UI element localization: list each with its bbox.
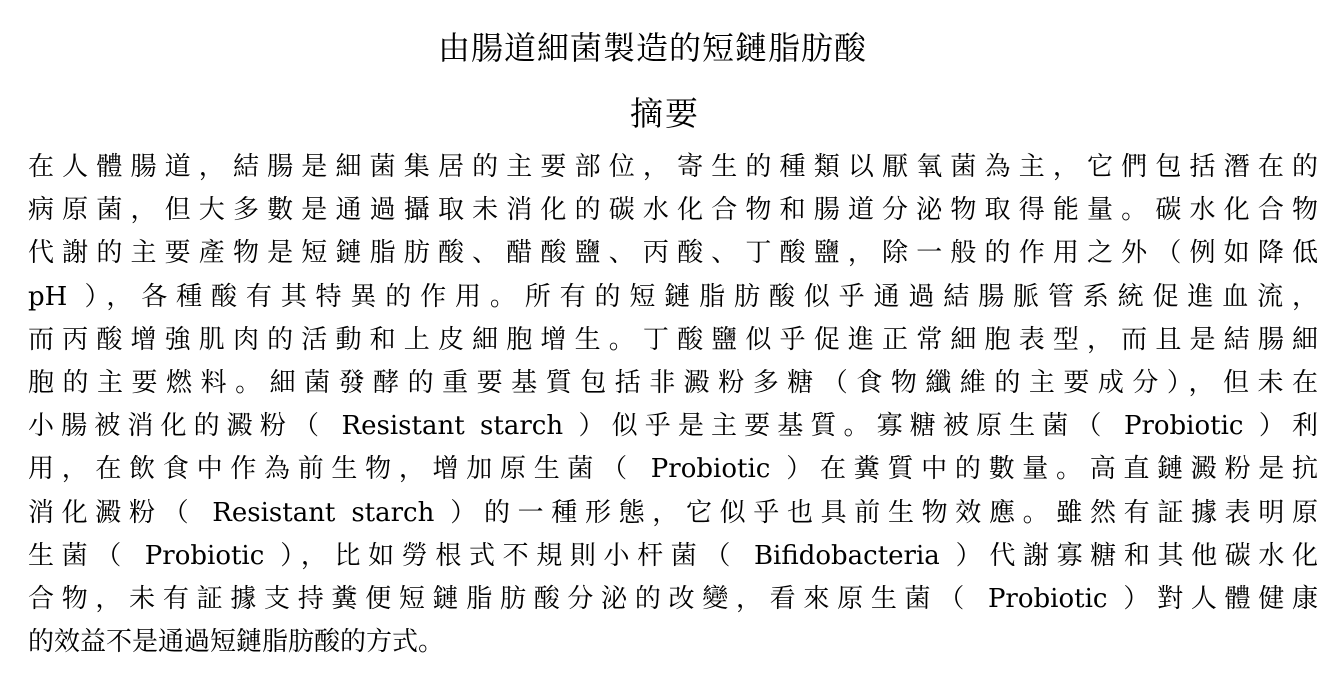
- abstract-line: pH ），各種酸有其特異的作用。所有的短鏈脂肪酸似乎通過結腸脈管系統促進血流，: [28, 281, 1318, 312]
- abstract-line: 的效益不是通過短鏈脂肪酸的方式。: [28, 627, 445, 658]
- abstract-line: 代謝的主要產物是短鏈脂肪酸、醋酸鹽、丙酸、丁酸鹽，除一般的作用之外（例如降低: [28, 238, 1318, 269]
- abstract-heading: 摘要: [630, 94, 700, 133]
- abstract-line: 病原菌，但大多數是通過攝取未消化的碳水化合物和腸道分泌物取得能量。碳水化合物: [28, 195, 1318, 226]
- abstract-line: 胞的主要燃料。細菌發酵的重要基質包括非澱粉多糖（食物纖維的主要成分），但未在: [28, 367, 1318, 398]
- abstract-line: 用，在飲食中作為前生物，增加原生菌（ Probiotic ）在糞質中的數量。高直鏈澱粉是抗: [28, 454, 1318, 485]
- abstract-line: 在人體腸道，結腸是細菌集居的主要部位，寄生的種類以厭氧菌為主，它們包括潛在的: [28, 152, 1318, 182]
- document-title: 由腸道細菌製造的短鏈脂肪酸: [437, 29, 867, 67]
- abstract-line: 生菌（ Probiotic ），比如勞根式不規則小杆菌（ Bifidobacteria ）代謝寡糖和其他碳水化: [28, 540, 1318, 571]
- abstract-line: 合物，未有証據支持糞便短鏈脂肪酸分泌的改變，看來原生菌（ Probiotic ）對人體健康: [28, 583, 1318, 614]
- abstract-line: 小腸被消化的澱粉（ Resistant starch ）似乎是主要基質。寡糖被原生菌（ Probiotic ）利: [28, 411, 1318, 442]
- abstract-line: 而丙酸增強肌肉的活動和上皮細胞增生。丁酸鹽似乎促進正常細胞表型，而且是結腸細: [28, 324, 1318, 355]
- abstract-line: 消化澱粉（ Resistant starch ）的一種形態，它似乎也具前生物效應。雖然有証據表明原: [28, 497, 1318, 528]
- abstract-body: [28, 146, 1318, 664]
